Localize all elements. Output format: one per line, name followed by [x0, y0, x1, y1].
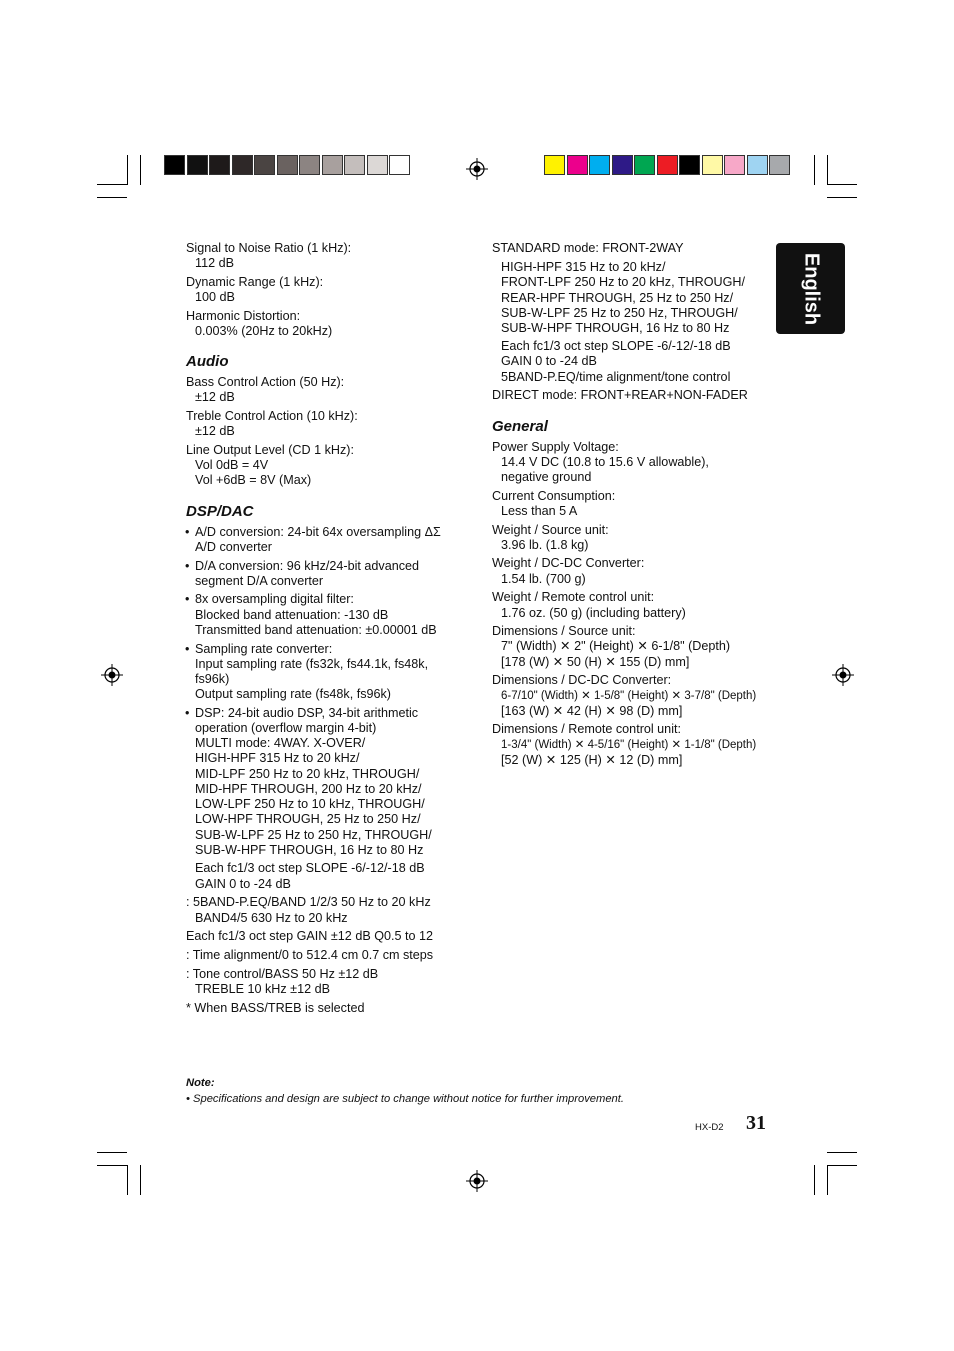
bullet-item — [186, 559, 456, 589]
process-color-bar — [544, 155, 792, 175]
bullet-line: 8x oversampling digital filter: — [195, 592, 354, 607]
color-swatch — [389, 155, 410, 175]
spec-value: 3.96 lb. (1.8 kg) — [501, 537, 589, 552]
spec-value: 14.4 V DC (10.8 to 15.6 V allowable), — [501, 454, 709, 469]
spec-label: Dimensions / DC-DC Converter: — [492, 673, 672, 688]
general-specs-list — [492, 440, 782, 769]
registration-mark-icon — [466, 158, 488, 180]
bullet-dot: • — [185, 641, 190, 656]
bullet-line: LOW-LPF 250 Hz to 10 kHz, THROUGH/ — [195, 797, 425, 812]
spec-label: Weight / Source unit: — [492, 522, 609, 537]
general-specs-list — [186, 241, 456, 339]
bullet-dot: • — [185, 705, 190, 720]
spec-values — [492, 504, 782, 519]
bullet-line: MULTI mode: 4WAY. X-OVER/ — [195, 736, 366, 751]
spec-entry — [492, 673, 782, 719]
right-column — [492, 241, 782, 772]
color-swatch — [277, 155, 298, 175]
bullet-line: Transmitted band attenuation: ±0.00001 dB — [195, 622, 437, 637]
registration-mark-icon — [832, 664, 854, 686]
bullet-line: HIGH-HPF 315 Hz to 20 kHz/ — [195, 751, 360, 766]
spec-label: Bass Control Action (50 Hz): — [186, 375, 345, 390]
left-column — [186, 241, 456, 1016]
standard-line: FRONT-LPF 250 Hz to 20 kHz, THROUGH/ — [501, 275, 745, 290]
spec-label: Line Output Level (CD 1 kHz): — [186, 443, 354, 458]
standard-slope-line: GAIN 0 to -24 dB — [501, 354, 597, 369]
spec-label: Dynamic Range (1 kHz): — [186, 274, 324, 289]
spec-values — [492, 606, 782, 621]
bullet-line: SUB-W-HPF THROUGH, 16 Hz to 80 Hz — [195, 842, 424, 857]
bullet-line: LOW-HPF THROUGH, 25 Hz to 250 Hz/ — [195, 812, 421, 827]
color-swatch — [544, 155, 565, 175]
color-swatch — [679, 155, 700, 175]
spec-value: ±12 dB — [195, 390, 235, 405]
color-swatch — [164, 155, 185, 175]
eq-gain-spec: Each fc1/3 oct step GAIN ±12 dB Q0.5 to 12 — [186, 929, 434, 944]
bullet-line: SUB-W-LPF 25 Hz to 250 Hz, THROUGH/ — [195, 827, 432, 842]
spec-value: Vol 0dB = 4V — [195, 458, 269, 473]
spec-entry — [492, 523, 782, 553]
note-text: • Specifications and design are subject to change without notice for further improvement. — [186, 1093, 624, 1105]
standard-mode: STANDARD mode: FRONT-2WAY — [492, 241, 684, 255]
color-swatch — [344, 155, 365, 175]
standard-mode-details — [492, 260, 782, 336]
spec-value: 1.76 oz. (50 g) (including battery) — [501, 605, 686, 620]
color-swatch — [209, 155, 230, 175]
bullet-line: Sampling rate converter: — [195, 641, 333, 656]
dsp-dac-heading: DSP/DAC — [186, 502, 254, 520]
spec-label: Harmonic Distortion: — [186, 308, 301, 323]
spec-entry — [492, 556, 782, 586]
audio-specs-list — [186, 375, 456, 488]
spec-value: Vol +6dB = 8V (Max) — [195, 473, 312, 488]
spec-value: 1-3/4" (Width) ✕ 4-5/16" (Height) ✕ 1-1/8" (Depth) — [501, 738, 757, 751]
bullet-item — [186, 706, 456, 858]
spec-values — [186, 324, 456, 339]
tone-control-spec: : Tone control/BASS 50 Hz ±12 dB TREBLE 10 kHz ±12 dB — [186, 966, 379, 996]
registration-mark-icon — [101, 664, 123, 686]
spec-value: [52 (W) ✕ 125 (H) ✕ 12 (D) mm] — [501, 752, 683, 767]
dsp-slope: Each fc1/3 oct step SLOPE -6/-12/-18 dB GAIN 0 to -24 dB — [195, 861, 425, 891]
spec-label: Dimensions / Remote control unit: — [492, 722, 681, 737]
color-swatch — [634, 155, 655, 175]
audio-heading: Audio — [186, 353, 229, 371]
standard-line: SUB-W-HPF THROUGH, 16 Hz to 80 Hz — [501, 321, 730, 336]
footnote: * When BASS/TREB is selected — [186, 1000, 365, 1015]
spec-label: Dimensions / Source unit: — [492, 624, 636, 639]
bullet-item — [186, 642, 456, 703]
spec-values — [492, 538, 782, 553]
standard-line: HIGH-HPF 315 Hz to 20 kHz/ — [501, 260, 666, 275]
bullet-line: DSP: 24-bit audio DSP, 34-bit arithmetic — [195, 705, 419, 720]
spec-value: [178 (W) ✕ 50 (H) ✕ 155 (D) mm] — [501, 654, 690, 669]
spec-values — [186, 390, 456, 405]
color-swatch — [589, 155, 610, 175]
eq-spec: : 5BAND-P.EQ/BAND 1/2/3 50 Hz to 20 kHz BAND4/5 630 Hz to 20 kHz — [186, 895, 431, 925]
spec-value: negative ground — [501, 469, 592, 484]
spec-entry — [492, 624, 782, 670]
page-number: 31 — [746, 1112, 766, 1134]
spec-value: 1.54 lb. (700 g) — [501, 571, 586, 586]
dsp-bullet-list — [186, 525, 456, 858]
bullet-line: A/D conversion: 24-bit 64x oversampling ΔΣ — [195, 524, 441, 539]
bullet-item — [186, 525, 456, 555]
standard-mode-slope — [492, 339, 782, 385]
bullet-line: Output sampling rate (fs48k, fs96k) — [195, 687, 391, 702]
color-swatch — [724, 155, 745, 175]
spec-values — [186, 256, 456, 271]
color-swatch — [299, 155, 320, 175]
spec-entry — [186, 241, 456, 271]
spec-values — [492, 689, 782, 719]
bullet-dot: • — [185, 592, 190, 607]
bullet-item — [186, 592, 456, 638]
color-swatch — [322, 155, 343, 175]
language-tab-label: English — [800, 252, 822, 325]
spec-value: Less than 5 A — [501, 503, 578, 518]
spec-entry — [186, 275, 456, 305]
language-tab — [776, 243, 845, 334]
spec-value: [163 (W) ✕ 42 (H) ✕ 98 (D) mm] — [501, 703, 683, 718]
general-heading: General — [492, 417, 548, 435]
spec-entry — [492, 590, 782, 620]
spec-entry — [492, 489, 782, 519]
grayscale-color-bar — [164, 155, 412, 175]
spec-entry — [492, 722, 782, 768]
spec-values — [492, 455, 782, 485]
bullet-line: D/A conversion: 96 kHz/24-bit advanced — [195, 558, 420, 573]
spec-values — [186, 290, 456, 305]
spec-values — [492, 572, 782, 587]
color-swatch — [747, 155, 768, 175]
model-number: HX-D2 — [695, 1122, 724, 1133]
bullet-line: A/D converter — [195, 539, 272, 554]
registration-mark-icon — [466, 1170, 488, 1192]
note-title: Note: — [186, 1077, 215, 1089]
spec-value: 100 dB — [195, 290, 235, 305]
spec-label: Signal to Noise Ratio (1 kHz): — [186, 241, 352, 255]
spec-entry — [186, 375, 456, 405]
spec-value: ±12 dB — [195, 424, 235, 439]
bullet-line: operation (overflow margin 4-bit) — [195, 721, 377, 736]
spec-label: Weight / Remote control unit: — [492, 590, 655, 605]
direct-mode: DIRECT mode: FRONT+REAR+NON-FADER — [492, 388, 748, 403]
note — [186, 1075, 624, 1107]
spec-label: Treble Control Action (10 kHz): — [186, 409, 358, 424]
spec-label: Power Supply Voltage: — [492, 439, 619, 454]
spec-value: 112 dB — [195, 256, 234, 271]
spec-label: Current Consumption: — [492, 488, 616, 503]
time-alignment-spec: : Time alignment/0 to 512.4 cm 0.7 cm steps — [186, 947, 434, 962]
color-swatch — [187, 155, 208, 175]
bullet-line: fs96k) — [195, 671, 230, 686]
standard-slope-line: 5BAND-P.EQ/time alignment/tone control — [501, 369, 731, 384]
color-swatch — [612, 155, 633, 175]
color-swatch — [567, 155, 588, 175]
spec-label: Weight / DC-DC Converter: — [492, 556, 645, 571]
bullet-dot: • — [185, 524, 190, 539]
bullet-line: MID-LPF 250 Hz to 20 kHz, THROUGH/ — [195, 766, 420, 781]
standard-line: REAR-HPF THROUGH, 25 Hz to 250 Hz/ — [501, 290, 734, 305]
standard-slope-line: Each fc1/3 oct step SLOPE -6/-12/-18 dB — [501, 339, 731, 354]
spec-value: 0.003% (20Hz to 20kHz) — [195, 324, 333, 339]
bullet-line: Blocked band attenuation: -130 dB — [195, 607, 389, 622]
spec-entry — [186, 409, 456, 439]
spec-value: 6-7/10" (Width) ✕ 1-5/8" (Height) ✕ 3-7/8" (Depth) — [501, 689, 757, 702]
color-swatch — [232, 155, 253, 175]
spec-entry — [492, 440, 782, 486]
bullet-dot: • — [185, 558, 190, 573]
spec-values — [186, 458, 456, 488]
bullet-line: MID-HPF THROUGH, 200 Hz to 20 kHz/ — [195, 781, 422, 796]
spec-value: 7" (Width) ✕ 2" (Height) ✕ 6-1/8" (Depth) — [501, 639, 731, 654]
color-swatch — [367, 155, 388, 175]
color-swatch — [657, 155, 678, 175]
bullet-line: Input sampling rate (fs32k, fs44.1k, fs48k, — [195, 656, 429, 671]
spec-entry — [186, 443, 456, 489]
bullet-line: segment D/A converter — [195, 573, 324, 588]
color-swatch — [769, 155, 790, 175]
standard-line: SUB-W-LPF 25 Hz to 250 Hz, THROUGH/ — [501, 305, 738, 320]
spec-values — [492, 639, 782, 669]
spec-entry — [186, 309, 456, 339]
color-swatch — [702, 155, 723, 175]
spec-values — [186, 424, 456, 439]
color-swatch — [254, 155, 275, 175]
spec-values — [492, 738, 782, 768]
